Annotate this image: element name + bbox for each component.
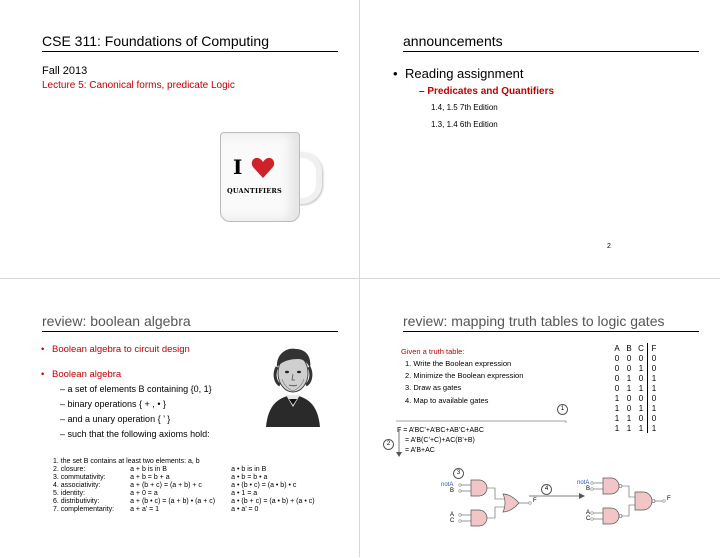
axiom-row: 7. complementarity: a + a’ = 1 a • a’ = 0 <box>53 506 259 513</box>
axiom-row: 5. identity: a + 0 = a a • 1 = a <box>53 490 258 497</box>
mug-text-quantifiers: QUANTIFIERS <box>227 187 282 195</box>
axioms-table <box>51 466 317 514</box>
bullet-boolean-algebra <box>52 369 121 380</box>
step-2: 2. Minimize the Boolean expression <box>405 371 524 380</box>
term: Fall 2013 <box>42 65 88 77</box>
mug-body <box>220 132 300 222</box>
step-3: 3. Draw as gates <box>405 383 462 392</box>
step-circle-3: 3 <box>453 468 464 479</box>
portrait-image <box>258 335 328 427</box>
page-number: 2 <box>607 243 611 250</box>
truth-table <box>611 343 660 433</box>
sub-binary-ops: – binary operations { + , • } <box>60 399 166 409</box>
table-row: 1 1 1 1 <box>611 423 660 433</box>
slide-1 <box>0 0 359 278</box>
bullet-boolean-algebra-text: Boolean algebra <box>52 369 122 380</box>
lecture-title: Lecture 5: Canonical forms, predicate Logic <box>42 80 235 91</box>
axiom-row: 3. commutativity: a + b = b + a a • b = b • a <box>53 474 268 481</box>
table-row: 0 0 1 0 <box>611 363 660 373</box>
axiom-row: 6. distributivity: a + (b • c) = (a + b) • (a + c) a • (b + c) = (a • b) + (a • c) <box>53 498 315 505</box>
title-rule <box>403 331 699 332</box>
slide-2 <box>361 0 720 278</box>
title-rule <box>42 331 338 332</box>
reading-item-2: 1.3, 1.4 6th Edition <box>431 120 498 129</box>
slide-3 <box>0 280 359 558</box>
expression-3: = A’B+AC <box>405 447 435 454</box>
step-1: 1. Write the Boolean expression <box>405 359 512 368</box>
step-circle-4: 4 <box>541 484 552 495</box>
bullet-circuit-design-text: Boolean algebra to circuit design <box>52 344 190 355</box>
quantifiers-mug <box>220 132 320 224</box>
sub-predicates: – Predicates and Quantifiers <box>419 86 555 97</box>
bullet-dot: • <box>393 66 398 81</box>
gate-diagram-nand <box>585 474 675 530</box>
gate-diagram-and-or <box>449 476 539 532</box>
gate-label-B-right: B <box>586 486 591 492</box>
bullet-reading <box>393 66 524 81</box>
table-row: 0 1 0 1 <box>611 373 660 383</box>
slide-divider-horizontal <box>0 278 720 279</box>
reading-item-1: 1.4, 1.5 7th Edition <box>431 103 498 112</box>
gate-label-C: C <box>450 518 455 524</box>
slide-4 <box>361 280 720 558</box>
sub-unary-op: – and a unary operation { ’ } <box>60 414 171 424</box>
table-row: 1 1 0 0 <box>611 413 660 423</box>
mug-text-i: I <box>233 155 243 179</box>
gate-label-B: B <box>450 488 455 494</box>
gate-label-notA: notA <box>441 482 454 488</box>
bullet-circuit-design <box>52 344 190 355</box>
slide-1-title: CSE 311: Foundations of Computing <box>42 33 269 49</box>
axioms-header: 1. the set B contains at least two elements: a, b <box>53 458 200 465</box>
heart-icon <box>251 157 275 179</box>
sub-axioms: – such that the following axioms hold: <box>60 429 210 439</box>
table-row: 1 0 0 0 <box>611 393 660 403</box>
step-circle-2: 2 <box>383 439 394 450</box>
slide-2-title: announcements <box>403 33 503 49</box>
step-circle-1: 1 <box>557 404 568 415</box>
gate-label-A: A <box>450 512 455 518</box>
slide-3-title: review: boolean algebra <box>42 313 191 329</box>
sub-elements: – a set of elements B containing {0, 1} <box>60 384 212 394</box>
slide-4-title: review: mapping truth tables to logic gates <box>403 313 665 329</box>
step-4: 4. Map to available gates <box>405 396 489 405</box>
bullet-reading-text: Reading assignment <box>405 66 524 81</box>
gate-label-A-right: A <box>586 510 591 516</box>
down-arrow <box>396 430 402 458</box>
arrow-line-1 <box>396 420 576 423</box>
expression-1: F = A’BC’+A’BC+AB’C+ABC <box>397 427 484 434</box>
axiom-row: 4. associativity: a + (b + c) = (a + b) + c a • (b • c) = (a • b) • c <box>53 482 297 489</box>
table-row: 0 0 0 0 <box>611 353 660 363</box>
map-arrow <box>529 492 587 500</box>
table-row: 0 1 1 1 <box>611 383 660 393</box>
title-rule <box>42 51 338 52</box>
given-truth-table: Given a truth table: <box>401 347 465 356</box>
expression-2: = A’B(C’+C)+AC(B’+B) <box>405 437 475 444</box>
axiom-row: 2. closure: a + b is in B a • b is in B <box>53 466 267 473</box>
gate-label-C-right: C <box>586 516 591 522</box>
gate-label-F: F <box>533 498 537 504</box>
gate-label-F-right: F <box>667 496 671 502</box>
title-rule <box>403 51 699 52</box>
gate-label-notA-right: notA <box>577 480 590 486</box>
truth-table-header: A B C F <box>611 343 660 353</box>
table-row: 1 0 1 1 <box>611 403 660 413</box>
